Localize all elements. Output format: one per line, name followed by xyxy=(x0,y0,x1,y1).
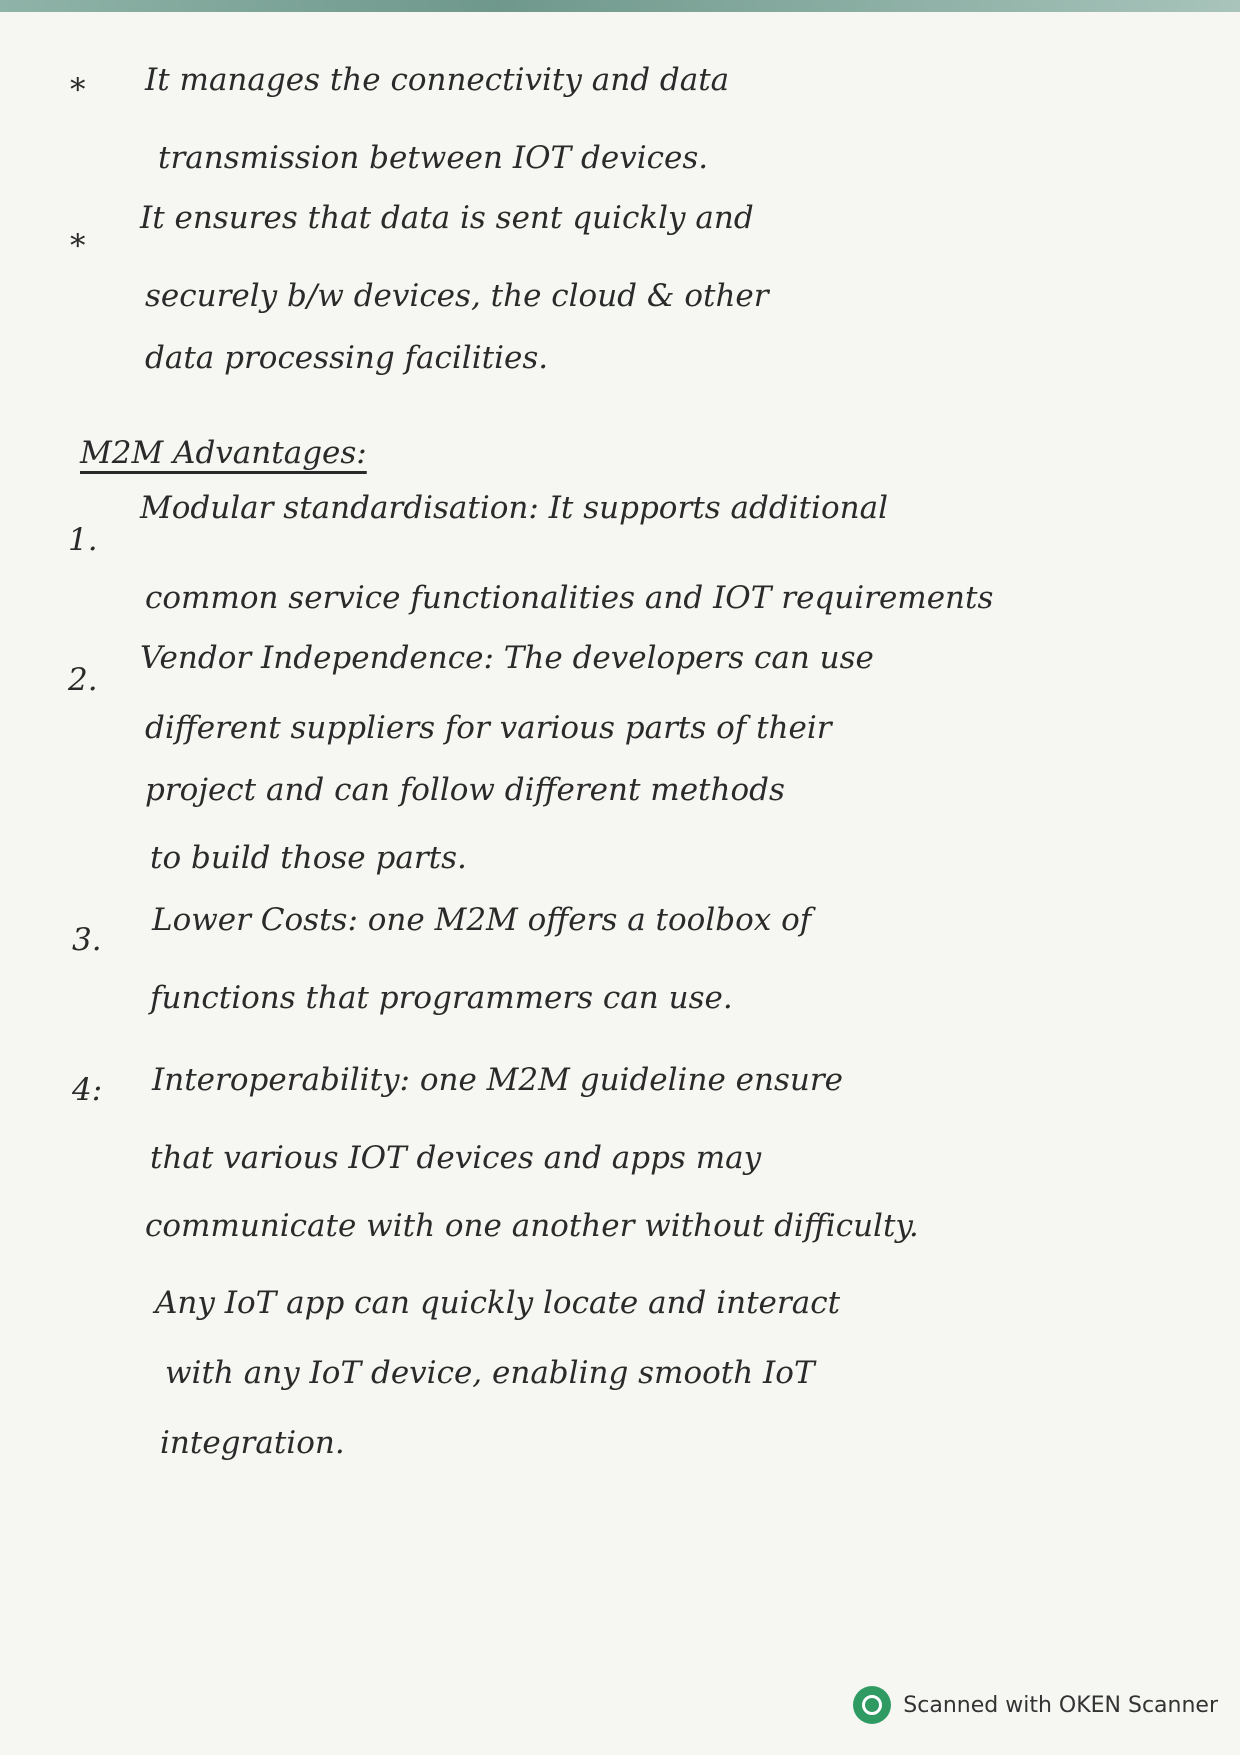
bullet-1-line-1: It manages the connectivity and data xyxy=(145,62,730,98)
section-heading: M2M Advantages: xyxy=(80,435,367,471)
advantage-2-line-2: different suppliers for various parts of their xyxy=(145,710,832,746)
advantage-2-line-3: project and can follow different methods xyxy=(145,772,785,808)
list-number: 4: xyxy=(72,1072,103,1108)
oken-scanner-logo-icon xyxy=(853,1686,891,1724)
advantage-4-line-1: Interoperability: one M2M guideline ensure xyxy=(152,1062,843,1098)
advantage-4-line-6: integration. xyxy=(160,1425,345,1461)
list-number: 1. xyxy=(68,522,98,558)
list-number: 2. xyxy=(68,662,98,698)
advantage-3-line-2: functions that programmers can use. xyxy=(150,980,733,1016)
bullet-2-line-3: data processing facilities. xyxy=(145,340,549,376)
advantage-4-line-5: with any IoT device, enabling smooth IoT xyxy=(165,1355,815,1391)
advantage-4-line-4: Any IoT app can quickly locate and interact xyxy=(155,1285,841,1321)
advantage-2-line-1: Vendor Independence: The developers can use xyxy=(140,640,874,676)
advantage-1-line-2: common service functionalities and IOT requirements xyxy=(145,580,994,616)
bullet-2-line-2: securely b/w devices, the cloud & other xyxy=(145,278,769,314)
advantage-4-line-3: communicate with one another without difficulty. xyxy=(145,1208,919,1244)
bullet-marker: * xyxy=(70,72,86,108)
advantage-1-line-1: Modular standardisation: It supports additional xyxy=(140,490,888,526)
bullet-1-line-2: transmission between IOT devices. xyxy=(158,140,709,176)
advantage-3-line-1: Lower Costs: one M2M offers a toolbox of xyxy=(152,902,812,938)
advantage-4-line-2: that various IOT devices and apps may xyxy=(150,1140,762,1176)
scanner-label: Scanned with OKEN Scanner xyxy=(903,1692,1218,1718)
scanner-watermark xyxy=(853,1683,1218,1727)
bullet-marker: * xyxy=(70,228,86,264)
bullet-2-line-1: It ensures that data is sent quickly and xyxy=(140,200,754,236)
advantage-2-line-4: to build those parts. xyxy=(150,840,467,876)
list-number: 3. xyxy=(72,922,102,958)
